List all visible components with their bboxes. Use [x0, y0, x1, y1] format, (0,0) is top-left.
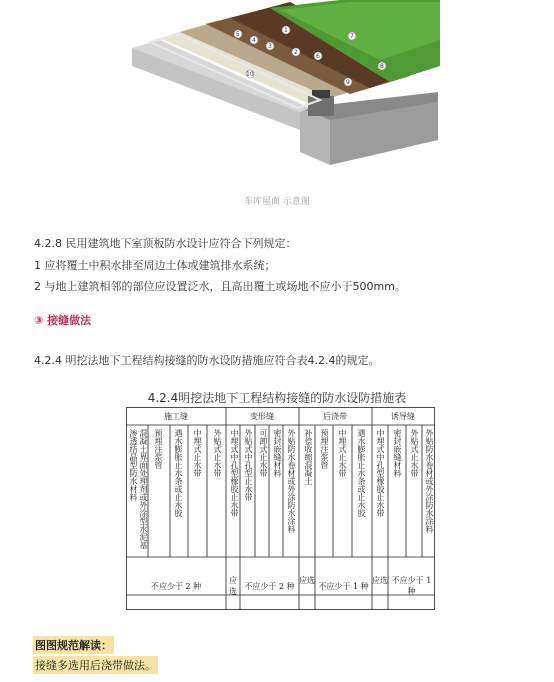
interpretation-text: 接缝多选用后浇带做法。 [33, 656, 158, 674]
clause-item-1: 1 应将覆土中积水排至周边土体或建筑排水系统； [34, 259, 276, 272]
svg-text:3: 3 [268, 43, 272, 50]
section-heading: ③ 接缝做法 [34, 314, 92, 327]
clause-4-2-8: 4.2.8 民用建筑地下室顶板防水设计应符合下列规定： [34, 237, 297, 250]
table-cell: 中埋式中孔型橡胶止水带 [376, 429, 385, 517]
table-cell: 外贴防水卷材或外涂防水涂料 [287, 429, 296, 533]
table-cell: 中埋式中孔型橡胶止水带 [230, 429, 239, 517]
group-header-induced-joint: 诱导缝 [391, 412, 415, 421]
requirement-cell: 不应少于 2 种 [244, 582, 295, 591]
table-cell: 遇水膨胀止水条或止水胶 [174, 429, 183, 517]
table-cell: 遇水膨胀止水条或止水胶 [357, 429, 366, 517]
requirement-cell: 应选 [372, 576, 388, 585]
svg-text:2: 2 [294, 49, 298, 56]
table-cell: 密封嵌缝材料 [393, 429, 402, 477]
illustration-caption: 车库屋面 示意图 [244, 197, 310, 207]
table-cell: 密封嵌缝材料 [273, 429, 282, 477]
clause-item-2: 2 与地上建筑相邻的部位应设置泛水，且高出覆土或场地不应小于500mm。 [34, 280, 406, 293]
svg-text:8: 8 [380, 63, 384, 70]
table-cell: 中埋式止水带 [193, 429, 202, 477]
roof-illustration [120, 0, 440, 178]
clause-4-2-4: 4.2.4 明挖法地下工程结构接缝的防水设防措施应符合表4.2.4的规定。 [34, 354, 380, 367]
table-cell: 外贴防水卷材或外涂防水涂料 [425, 429, 434, 533]
table-cell: 预埋注浆管 [154, 429, 163, 469]
group-header-construction-joint: 施工缝 [164, 412, 188, 421]
svg-text:7: 7 [350, 33, 354, 40]
svg-text:6: 6 [316, 53, 320, 60]
group-header-deformation-joint: 变形缝 [250, 412, 274, 421]
table-cell: 外贴式中孔型止水带 [244, 429, 253, 501]
svg-text:4: 4 [252, 37, 256, 44]
garage-roof-diagram [120, 0, 440, 178]
svg-text:9: 9 [346, 79, 350, 86]
svg-text:5: 5 [236, 31, 240, 38]
joint-waterproof-table [126, 407, 435, 610]
group-header-post-pour-strip: 后浇带 [323, 412, 347, 421]
table-cell: 预埋注浆管 [320, 429, 329, 469]
table-title: 4.2.4明挖法地下工程结构接缝的防水设防措施表 [147, 391, 407, 405]
requirement-cell: 应选 [299, 576, 315, 585]
interpretation-title: 图图规范解读： [33, 636, 114, 654]
requirement-cell: 不应少于 1 种 [391, 576, 432, 596]
table-cell: 可卸式止水带 [259, 429, 268, 477]
table-cell: 补偿收缩混凝土 [304, 429, 313, 485]
svg-text:10: 10 [246, 71, 254, 78]
svg-text:1: 1 [284, 27, 288, 34]
requirement-cell: 应选 [229, 576, 237, 596]
table-cell: 外贴式止水带 [213, 429, 222, 477]
requirement-cell: 不应少于 1 种 [318, 582, 369, 591]
requirement-cell: 不应少于 2 种 [150, 582, 202, 591]
table-cell: 外贴式止水带 [410, 429, 419, 477]
table-cell: 中埋式止水带 [338, 429, 347, 477]
table-cell: 混凝土界面处理剂或外涂型水泥基渗透结晶型防水材料 [129, 429, 148, 549]
